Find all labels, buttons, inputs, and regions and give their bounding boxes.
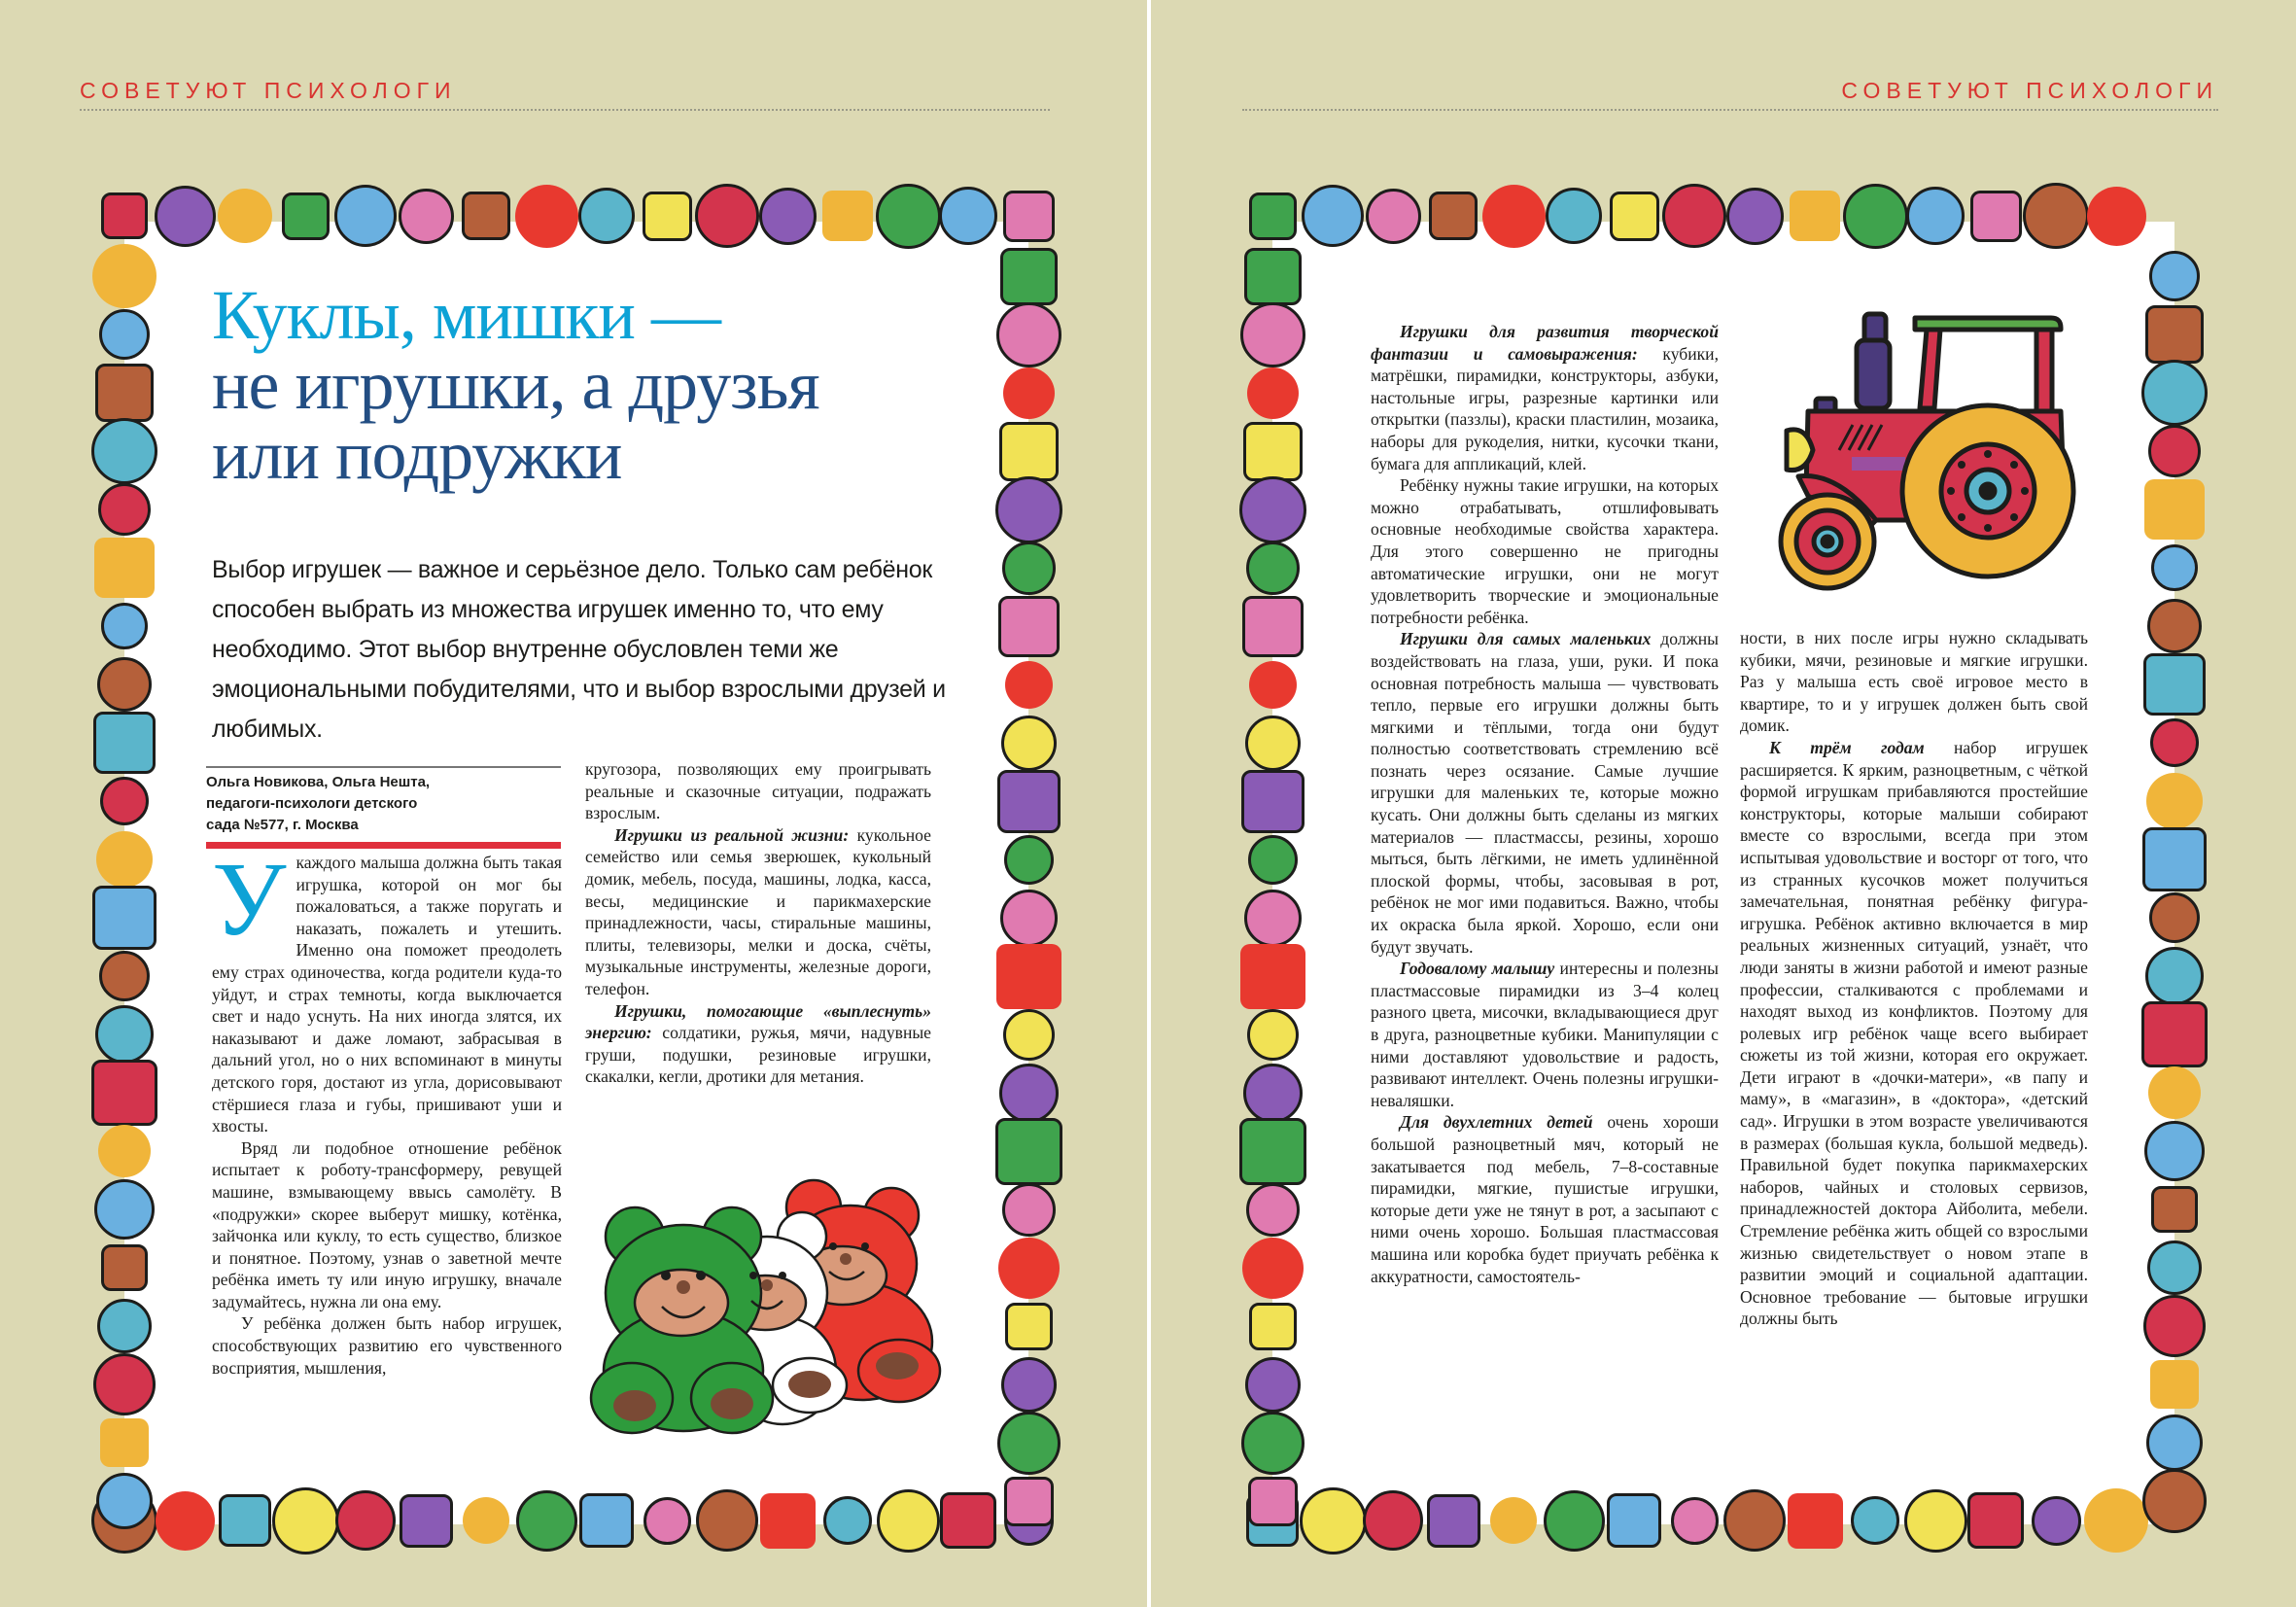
toy-border-icon xyxy=(2151,544,2198,591)
toy-border-icon xyxy=(1244,248,1302,305)
toy-border-icon xyxy=(218,189,272,243)
toy-border-icon xyxy=(2084,1488,2148,1553)
toy-border-icon xyxy=(1427,1494,1480,1548)
toy-border-icon xyxy=(1906,187,1965,245)
section-label-left: СОВЕТУЮТ ПСИХОЛОГИ xyxy=(80,78,457,103)
toy-border-icon xyxy=(219,1494,271,1547)
toy-border-icon xyxy=(91,1060,157,1126)
title-line-1: Куклы, мишки — xyxy=(212,276,720,354)
toy-border-icon xyxy=(1003,191,1055,242)
subhead-inline: Игрушки для самых маленьких xyxy=(1400,629,1652,649)
subhead-inline: Годовалому малышу xyxy=(1400,959,1555,979)
paragraph: Игрушки для самых маленьких должны воздействовать на глаза, уши, руки. И пока основная потребность малыша — чувствовать тепло, первые его игрушки должны быть мягкими и тёплыми, тогда они будут полностью соответствовать стремлению всё познать через осязание. Самые лучшие игрушки для маленьких те, которые можно кусать. Они должны быть сделаны из мягких материалов — пластмассы, резины, хорошо мыться, быть лёгкими, не иметь удлинённой плоской формы, чтобы, засовывая в рот, ребёнок не мог ими подавиться. Важно, чтобы их окраска была яркой. Хорошо, если они будут звучать. xyxy=(1371,629,1719,957)
toy-border-icon xyxy=(1788,1493,1843,1549)
toy-border-icon xyxy=(1241,1412,1305,1475)
toy-border-icon xyxy=(1003,367,1055,419)
toy-border-icon xyxy=(155,186,216,247)
toy-border-icon xyxy=(1851,1496,1899,1545)
toy-border-icon xyxy=(1723,1489,1786,1552)
toy-border-icon xyxy=(996,944,1061,1009)
toy-border-icon xyxy=(877,1489,940,1553)
toy-border-icon xyxy=(1243,1064,1303,1123)
paragraph: кругозора, позволяющих ему проигрывать реальные и сказочные ситуации, подражать взрослым. xyxy=(585,759,931,823)
toy-border-icon xyxy=(1003,1009,1055,1061)
toy-border-icon xyxy=(93,1353,156,1415)
toy-border-icon xyxy=(1247,367,1299,419)
subhead-inline: Игрушки из реальной жизни: xyxy=(614,824,850,845)
toy-border-icon xyxy=(695,184,759,248)
toy-border-icon xyxy=(95,1005,154,1064)
left-column-1 xyxy=(212,842,562,1379)
toy-border-icon xyxy=(1243,422,1303,481)
toy-border-icon xyxy=(95,364,154,422)
toy-border-icon xyxy=(1242,1238,1304,1299)
toy-border-icon xyxy=(2145,947,2204,1005)
toy-border-icon xyxy=(516,1490,577,1552)
toy-border-icon xyxy=(2141,360,2208,426)
toy-border-icon xyxy=(272,1487,339,1555)
paragraph: Для двухлетних детей очень хороши большой разноцветный мяч, который не закатывается под мебель, 7–8-составные пирамидки, мягкие, пушистые игрушки, которые дети уже не тянут в рот, а засыпают с ними очень хорошо. Большая пластмассовая машина или коробка будет приучать ребёнка к аккуратности, самостоятель- xyxy=(1371,1112,1719,1286)
toy-border-icon xyxy=(997,770,1061,833)
toy-border-icon xyxy=(876,184,941,249)
article-title xyxy=(212,276,990,494)
toy-border-icon xyxy=(94,1179,155,1240)
toy-border-icon xyxy=(2147,599,2202,653)
toy-border-icon xyxy=(2023,183,2089,249)
toy-border-icon xyxy=(1302,185,1364,247)
toy-border-icon xyxy=(1249,192,1297,240)
toy-border-icon xyxy=(97,657,152,712)
header-rule-left xyxy=(80,109,1050,111)
toy-border-icon xyxy=(1240,302,1305,367)
toy-border-icon xyxy=(1248,1477,1298,1526)
toy-border-icon xyxy=(2149,892,2200,943)
toy-border-icon xyxy=(1001,716,1057,771)
toy-border-icon xyxy=(759,188,817,245)
toy-border-icon xyxy=(995,476,1062,543)
toy-border-icon xyxy=(998,596,1060,657)
toy-border-icon xyxy=(1245,716,1301,771)
teddy-bears-illustration xyxy=(588,1167,953,1449)
toy-border-icon xyxy=(1671,1497,1719,1545)
toy-border-icon xyxy=(91,418,157,484)
toy-border-icon xyxy=(99,309,150,360)
toy-border-icon xyxy=(2142,1469,2207,1533)
subhead-inline: Для двухлетних детей xyxy=(1400,1112,1593,1133)
toy-border-icon xyxy=(101,1244,148,1291)
paragraph: Игрушки из реальной жизни: кукольное семейство или семья зверюшек, кукольный домик, мебель, посуда, машины, лодка, касса, весы, медицинские и парикмахерские принадлежности, часы, стиральные машины, плиты, телевизоры, мелки и доска, счёты, музыкальные инструменты, железные дороги, телефон. xyxy=(585,824,931,998)
toy-border-icon xyxy=(1005,1303,1053,1350)
toy-border-icon xyxy=(400,1494,453,1548)
toy-border-icon xyxy=(2146,1415,2203,1471)
toy-border-icon xyxy=(101,192,148,239)
paragraph: Игрушки для развития творческой фантазии и самовыражения: кубики, матрёшки, пирамидки, конструкторы, азбуки, настольные игры, разрезные картинки или открытки (паззлы), краски пластилин, мозаика, наборы для рукоделия, нитки, кусочки ткани, бумага для аппликаций, клей. xyxy=(1371,322,1720,473)
paragraph: К трём годам набор игрушек расширяется. К ярким, разноцветным, с чёткой формой игрушкам прибавляются простейшие конструкторы, которые малыши собирают вместе со взрослыми, всегда при этом испытывая удовольствие и восторг от того, что из странных кусочков может получиться замечательная, понятная ребёнку фигура-игрушка. Ребёнок активно включается в мир реальных жизненных ситуаций, узнаёт, что люди заняты в жизни работой и имеют разные профессии, сталкиваются с проблемами и находят выход из конфликтов. Поэтому для ролевых игр ребёнок чаще всего выбирает сюжеты из той жизни, которая его окружает. Дети играют в «дочки-матери», «в папу и маму», в «магазин», в «доктора», «детский сад». Игрушки в этом возрасте увеличиваются в размерах (большая кукла, большой медведь). Правильной будет покупка парикмахерских наборов, чайных и столовых сервизов, принадлежностей доктора Айболита, мебели. Стремление ребёнка жить общей со взрослыми жизнью свидетельствует о новом этапе в развитии эмоций и социальной адаптации. Основное требование — бытовые игрушки должны быть xyxy=(1740,737,2088,1329)
toy-border-icon xyxy=(156,1491,215,1551)
subhead-inline: Игрушки для развития творческой фантазии и самовыражения: xyxy=(1371,322,1719,364)
toy-border-icon xyxy=(1242,596,1304,657)
toy-border-icon xyxy=(1726,188,1784,245)
toy-border-icon xyxy=(999,1064,1059,1123)
toy-border-icon xyxy=(1240,944,1305,1009)
toy-border-icon xyxy=(644,1497,691,1545)
toy-border-icon xyxy=(2145,305,2204,364)
toy-border-icon xyxy=(1245,1357,1301,1413)
paragraph: Годовалому малышу интересны и полезны пластмассовые пирамидки из 3–4 колец разного цвета, мисочки, вкладывающиеся друг в друга, разноцветные кубики. Манипуляции с ними доставляют удовольствие и радость, развивают интеллект. Очень полезны игрушки-неваляшки. xyxy=(1371,959,1719,1110)
toy-border-icon xyxy=(335,1490,396,1551)
page-gutter xyxy=(1147,0,1151,1607)
tractor-illustration xyxy=(1759,287,2100,598)
toy-border-icon xyxy=(940,1492,996,1549)
paragraph: У каждого малыша должна быть такая игрушка, которой он мог бы пожаловаться, а также поругать и наказать, пожалеть и утешить. Именно она поможет преодолеть ему страх одиночества, когда родители куда-то уйдут, и страх темноты, когда выключается свет и надо уснуть. На них иногда злятся, их наказывают и даже ломают, забрасывая в дальний угол, но о них вспоминают в минуты детского горя, достают из угла, дорисовывают стёршиеся глаза и губы, пришивают уши и хвосты. xyxy=(212,842,562,1136)
toy-border-icon xyxy=(2142,827,2207,891)
toy-border-icon xyxy=(1002,1183,1056,1237)
toy-border-icon xyxy=(997,1412,1061,1475)
toy-border-icon xyxy=(93,712,156,774)
right-column-1 xyxy=(1371,321,1719,1287)
toy-border-icon xyxy=(1002,541,1056,595)
subhead-inline: Игрушки, помогающие «выплеснуть» энергию: xyxy=(585,1000,931,1043)
toy-border-icon xyxy=(2148,1066,2201,1119)
toy-border-icon xyxy=(1247,1009,1299,1061)
paragraph: ности, в них после игры нужно складывать кубики, мячи, резиновые и мягкие игрушки. Раз у малыша есть своё игровое место в квартире, то и у игрушек должен быть свой домик. xyxy=(1740,628,2088,736)
subhead-inline: К трём годам xyxy=(1769,737,1925,757)
title-line-2: не игрушки, а друзья xyxy=(212,346,819,424)
toy-border-icon xyxy=(2146,773,2203,829)
toy-border-icon xyxy=(1300,1487,1367,1555)
toy-border-icon xyxy=(2144,1121,2205,1181)
header-rule-right xyxy=(1242,109,2218,111)
toy-border-icon xyxy=(334,185,397,247)
toy-border-icon xyxy=(399,189,454,244)
toy-border-icon xyxy=(1544,1490,1605,1552)
byline-authors: Ольга Новикова, Ольга Нешта, xyxy=(206,774,431,790)
toy-border-icon xyxy=(1482,185,1546,248)
toy-border-icon xyxy=(1004,835,1054,885)
toy-border-icon xyxy=(463,1497,509,1544)
paragraph: У ребёнка должен быть набор игрушек, способствующих развитию его чувственного восприятия, мышления, xyxy=(212,1313,562,1378)
toy-border-icon xyxy=(1429,192,1478,240)
toy-border-icon xyxy=(998,1238,1060,1299)
toy-border-icon xyxy=(2144,479,2205,540)
toy-border-icon xyxy=(1662,184,1726,248)
toy-border-icon xyxy=(100,1418,149,1467)
toy-border-icon xyxy=(2151,1186,2198,1233)
toy-border-icon xyxy=(1239,1118,1306,1185)
toy-border-icon xyxy=(98,1125,151,1177)
toy-border-icon xyxy=(760,1493,816,1549)
toy-border-icon xyxy=(696,1489,758,1552)
toy-border-icon xyxy=(1239,476,1306,543)
toy-border-icon xyxy=(1363,1490,1423,1551)
toy-border-icon xyxy=(1004,1477,1054,1526)
toy-border-icon xyxy=(1967,1492,2024,1549)
toy-border-icon xyxy=(96,1473,153,1529)
lead-paragraph: Выбор игрушек — важное и серьёзное дело. Только сам ребёнок способен выбрать из множества игрушек именно то, что ему необходимо. Этот выбор внутренне обусловлен теми же эмоциональными побудителями, что и выбор взрослыми друзей и любимых. xyxy=(212,556,946,743)
toy-border-icon xyxy=(2032,1496,2081,1546)
toy-border-icon xyxy=(99,951,150,1001)
toy-border-icon xyxy=(94,538,155,598)
toy-border-icon xyxy=(823,1496,872,1545)
toy-border-icon xyxy=(1249,1303,1297,1350)
toy-border-icon xyxy=(1001,1357,1057,1413)
toy-border-icon xyxy=(1248,835,1298,885)
toy-border-icon xyxy=(939,187,997,245)
toy-border-icon xyxy=(1904,1489,1967,1553)
toy-border-icon xyxy=(999,422,1059,481)
left-column-2 xyxy=(585,758,931,1088)
toy-border-icon xyxy=(96,831,153,888)
toy-border-icon xyxy=(578,188,635,244)
toy-border-icon xyxy=(2143,653,2206,716)
toy-border-icon xyxy=(1241,770,1305,833)
toy-border-icon xyxy=(995,1118,1062,1185)
title-line-3: или подружки xyxy=(212,416,622,494)
toy-border-icon xyxy=(996,302,1061,367)
toy-border-icon xyxy=(92,886,157,950)
toy-border-icon xyxy=(92,244,157,308)
toy-border-icon xyxy=(2143,1295,2206,1357)
byline-role: педагоги-психологи детского xyxy=(206,795,418,812)
toy-border-icon xyxy=(579,1493,634,1548)
toy-border-icon xyxy=(100,777,149,825)
toy-border-icon xyxy=(1366,189,1421,244)
toy-border-icon xyxy=(515,185,578,248)
toy-border-icon xyxy=(1000,248,1058,305)
toy-border-icon xyxy=(1546,188,1602,244)
toy-border-icon xyxy=(1610,192,1659,241)
byline xyxy=(206,766,561,849)
toy-border-icon xyxy=(1843,184,1908,249)
toy-border-icon xyxy=(1246,1183,1300,1237)
toy-border-icon xyxy=(2148,425,2201,477)
toy-border-icon xyxy=(2150,718,2199,767)
toy-border-icon xyxy=(2149,251,2200,301)
toy-border-icon xyxy=(1607,1493,1661,1548)
toy-border-icon xyxy=(97,1299,152,1353)
toy-border-icon xyxy=(1000,890,1058,947)
toy-border-icon xyxy=(101,603,148,649)
toy-border-icon xyxy=(1246,541,1300,595)
toy-border-icon xyxy=(643,192,692,241)
toy-border-icon xyxy=(1490,1497,1537,1544)
paragraph: Игрушки, помогающие «выплеснуть» энергию: солдатики, ружья, мячи, надувные груши, подушки, резиновые игрушки, скакалки, кегли, дротики для метания. xyxy=(585,1000,931,1087)
byline-place: сада №577, г. Москва xyxy=(206,817,359,833)
toy-border-icon xyxy=(1970,191,2022,242)
right-column-2 xyxy=(1740,627,2088,1330)
toy-border-icon xyxy=(2141,1001,2208,1067)
drop-cap: У xyxy=(212,842,287,958)
section-label-right: СОВЕТУЮТ ПСИХОЛОГИ xyxy=(1841,78,2218,103)
toy-border-icon xyxy=(2147,1240,2202,1295)
paragraph: Ребёнку нужны такие игрушки, на которых можно отрабатывать, отшлифовывать основные необходимые свойства характера. Для этого совершенно не пригодны автоматические игрушки, они не могут удовлетворить творческие и эмоциональные потребности ребёнка. xyxy=(1371,475,1719,627)
paragraph: Вряд ли подобное отношение ребёнок испытает к роботу-трансформеру, ревущей машине, взмывающему ввысь самолёту. В «подружки» скорее выберут мишку, котёнка, зайчонка или куклу, то есть существо, близкое и понятное. Поэтому, узнав о заветной мечте ребёнка иметь ту или иную игрушку, вначале задумайтесь, нужна ли она ему. xyxy=(212,1137,562,1311)
toy-border-icon xyxy=(462,192,510,240)
toy-border-icon xyxy=(822,191,873,241)
toy-border-icon xyxy=(2087,187,2146,246)
toy-border-icon xyxy=(1005,661,1053,709)
toy-border-icon xyxy=(282,192,330,240)
toy-border-icon xyxy=(1249,661,1297,709)
toy-border-icon xyxy=(98,483,151,536)
toy-border-icon xyxy=(1790,191,1840,241)
toy-border-icon xyxy=(2150,1360,2199,1409)
toy-border-icon xyxy=(1244,890,1302,947)
